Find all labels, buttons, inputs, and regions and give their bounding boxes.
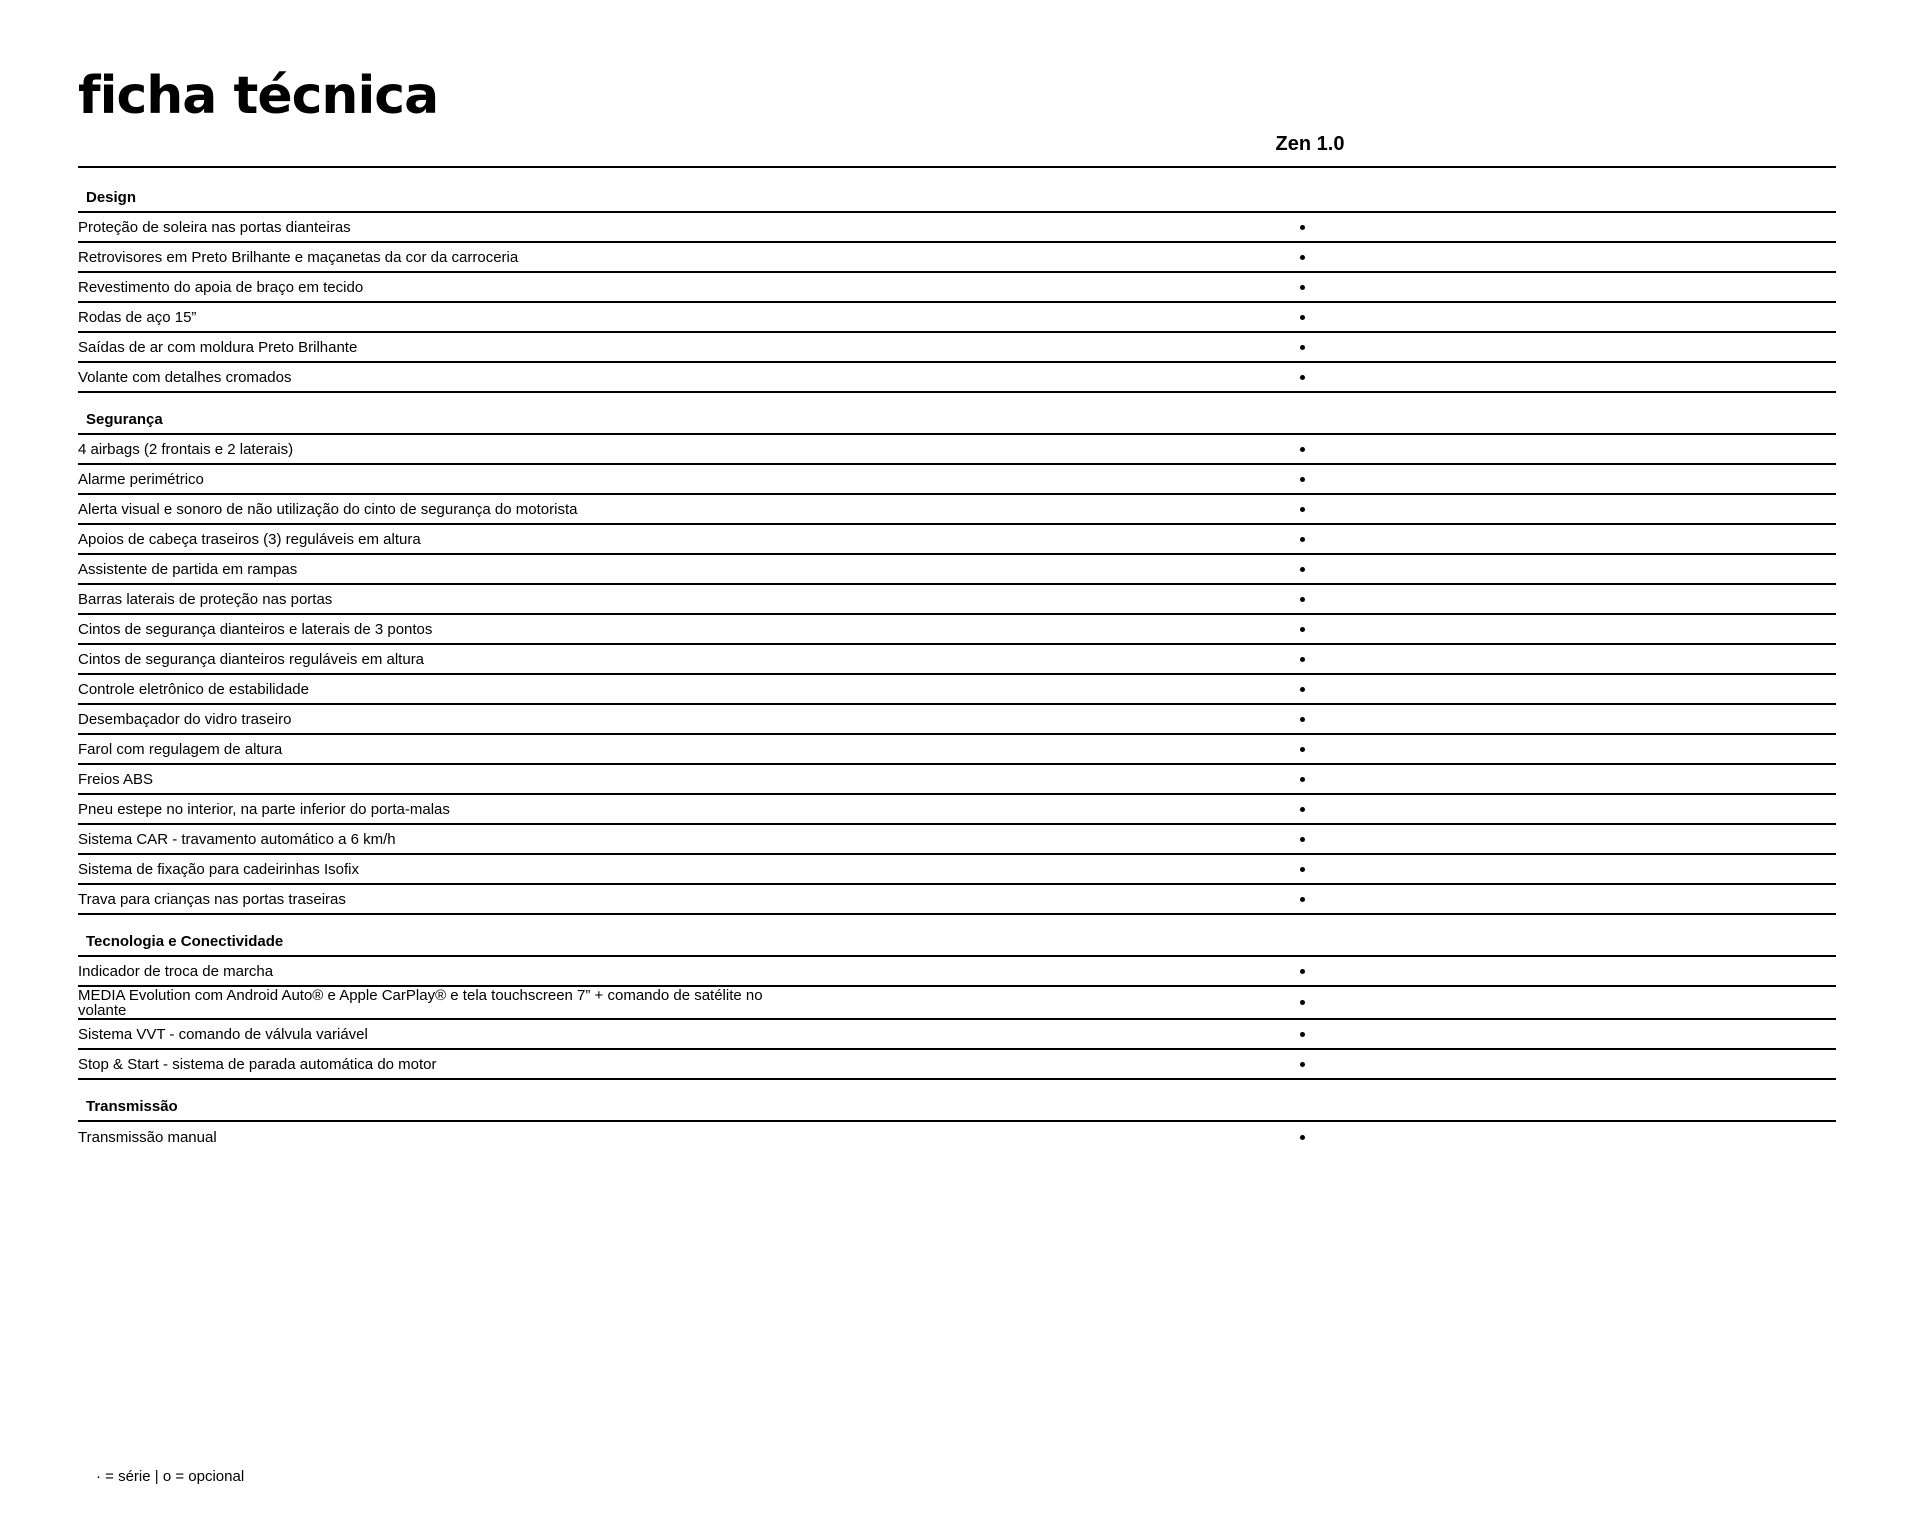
table-row <box>78 957 1836 987</box>
standard-dot-icon <box>1300 345 1305 350</box>
standard-dot-icon <box>1300 627 1305 632</box>
standard-dot-icon <box>1300 657 1305 662</box>
feature-label: Assistente de partida em rampas <box>78 560 298 578</box>
standard-dot-icon <box>1300 837 1305 842</box>
table-row <box>78 1050 1836 1080</box>
section-heading: Tecnologia e Conectividade <box>78 915 1836 957</box>
feature-label: Retrovisores em Preto Brilhante e maçanetas da cor da carroceria <box>78 248 519 266</box>
table-row <box>78 1122 1836 1152</box>
spec-table <box>78 168 1836 1152</box>
standard-dot-icon <box>1300 1000 1305 1005</box>
feature-label: Cintos de segurança dianteiros e laterais de 3 pontos <box>78 620 433 638</box>
standard-dot-icon <box>1300 807 1305 812</box>
table-row <box>78 885 1836 915</box>
table-row <box>78 273 1836 303</box>
standard-dot-icon <box>1300 867 1305 872</box>
table-row <box>78 363 1836 393</box>
standard-dot-icon <box>1300 537 1305 542</box>
feature-label: Transmissão manual <box>78 1128 217 1146</box>
table-row <box>78 615 1836 645</box>
section-design <box>78 168 1836 393</box>
table-row <box>78 585 1836 615</box>
standard-dot-icon <box>1300 225 1305 230</box>
feature-label: Controle eletrônico de estabilidade <box>78 680 309 698</box>
section-seguran-a <box>78 393 1836 915</box>
feature-label: MEDIA Evolution com Android Auto® e Apple CarPlay® e tela touchscreen 7” + comando de satélite no volante <box>78 986 763 1019</box>
table-row <box>78 1020 1836 1050</box>
table-row <box>78 987 1836 1020</box>
standard-dot-icon <box>1300 1062 1305 1067</box>
feature-label: Apoios de cabeça traseiros (3) reguláveis em altura <box>78 530 421 548</box>
feature-label: Sistema VVT - comando de válvula variável <box>78 1025 368 1043</box>
column-header-zen: Zen 1.0 <box>1275 133 1345 155</box>
table-row <box>78 435 1836 465</box>
section-transmiss-o <box>78 1080 1836 1152</box>
table-row <box>78 675 1836 705</box>
table-row <box>78 213 1836 243</box>
page-title: ficha técnica <box>78 66 439 126</box>
standard-dot-icon <box>1300 567 1305 572</box>
feature-label: Stop & Start - sistema de parada automática do motor <box>78 1055 437 1073</box>
feature-label: Desembaçador do vidro traseiro <box>78 710 292 728</box>
feature-label: Saídas de ar com moldura Preto Brilhante <box>78 338 358 356</box>
standard-dot-icon <box>1300 285 1305 290</box>
table-row <box>78 825 1836 855</box>
standard-dot-icon <box>1300 477 1305 482</box>
table-row <box>78 495 1836 525</box>
legend: · = série | o = opcional <box>96 1468 245 1485</box>
table-row <box>78 243 1836 273</box>
standard-dot-icon <box>1300 747 1305 752</box>
standard-dot-icon <box>1300 717 1305 722</box>
feature-label: Revestimento do apoia de braço em tecido <box>78 278 364 296</box>
feature-label: Volante com detalhes cromados <box>78 368 292 386</box>
feature-label: 4 airbags (2 frontais e 2 laterais) <box>78 440 294 458</box>
table-row <box>78 555 1836 585</box>
table-row <box>78 765 1836 795</box>
section-heading: Transmissão <box>78 1080 1836 1122</box>
standard-dot-icon <box>1300 447 1305 452</box>
standard-dot-icon <box>1300 1032 1305 1037</box>
feature-label: Rodas de aço 15” <box>78 308 197 326</box>
feature-label: Cintos de segurança dianteiros reguláveis em altura <box>78 650 425 668</box>
standard-dot-icon <box>1300 375 1305 380</box>
standard-dot-icon <box>1300 897 1305 902</box>
standard-dot-icon <box>1300 315 1305 320</box>
standard-dot-icon <box>1300 255 1305 260</box>
feature-label: Alarme perimétrico <box>78 470 204 488</box>
standard-dot-icon <box>1300 597 1305 602</box>
standard-dot-icon <box>1300 777 1305 782</box>
feature-label: Sistema CAR - travamento automático a 6 km/h <box>78 830 396 848</box>
feature-label: Alerta visual e sonoro de não utilização do cinto de segurança do motorista <box>78 500 578 518</box>
table-row <box>78 525 1836 555</box>
table-row <box>78 855 1836 885</box>
table-row <box>78 333 1836 363</box>
table-row <box>78 303 1836 333</box>
section-heading: Segurança <box>78 393 1836 435</box>
feature-label: Sistema de fixação para cadeirinhas Isofix <box>78 860 359 878</box>
feature-label: Barras laterais de proteção nas portas <box>78 590 333 608</box>
table-row <box>78 645 1836 675</box>
feature-label: Farol com regulagem de altura <box>78 740 283 758</box>
feature-label: Trava para crianças nas portas traseiras <box>78 890 346 908</box>
section-heading: Design <box>78 168 1836 213</box>
table-row <box>78 795 1836 825</box>
standard-dot-icon <box>1300 1135 1305 1140</box>
standard-dot-icon <box>1300 687 1305 692</box>
standard-dot-icon <box>1300 969 1305 974</box>
section-tecnologia-e-conectividade <box>78 915 1836 1080</box>
feature-label: Proteção de soleira nas portas dianteiras <box>78 218 351 236</box>
table-row <box>78 465 1836 495</box>
feature-label: Pneu estepe no interior, na parte inferior do porta-malas <box>78 800 450 818</box>
feature-label: Freios ABS <box>78 770 154 788</box>
feature-label: Indicador de troca de marcha <box>78 962 274 980</box>
table-row <box>78 705 1836 735</box>
standard-dot-icon <box>1300 507 1305 512</box>
table-row <box>78 735 1836 765</box>
